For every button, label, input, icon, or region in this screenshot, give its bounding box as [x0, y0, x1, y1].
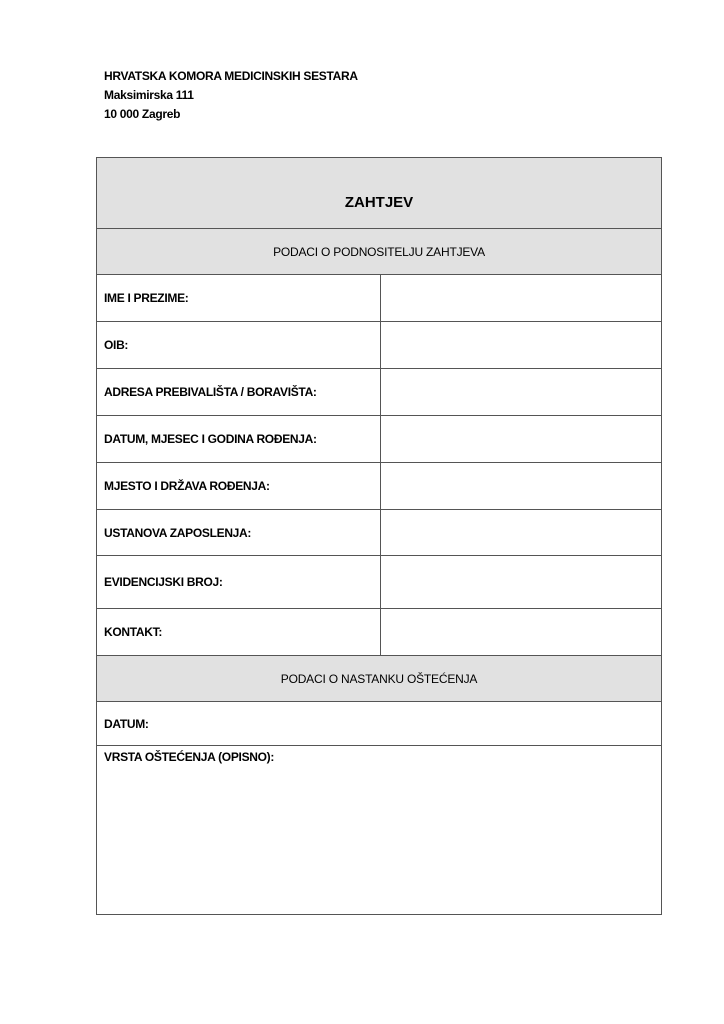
institution-header [104, 67, 358, 124]
field-row-birthdate [97, 416, 661, 463]
field-input-birthplace[interactable] [381, 463, 661, 509]
form-title: ZAHTJEV [97, 158, 661, 229]
field-input-registration-number[interactable] [381, 556, 661, 608]
field-input-employer[interactable] [381, 510, 661, 555]
field-label-birthplace: MJESTO I DRŽAVA ROĐENJA: [104, 479, 270, 493]
field-row-oib [97, 322, 661, 369]
field-area-damage-description[interactable] [97, 746, 661, 914]
field-label-contact: KONTAKT: [104, 625, 163, 639]
field-label-registration-number: EVIDENCIJSKI BROJ: [104, 575, 223, 589]
institution-street: Maksimirska 111 [104, 88, 194, 102]
field-label-name: IME I PREZIME: [104, 291, 189, 305]
field-label-address: ADRESA PREBIVALIŠTA / BORAVIŠTA: [104, 385, 317, 399]
institution-city: 10 000 Zagreb [104, 107, 181, 121]
request-form [96, 157, 662, 915]
field-row-damage-date[interactable] [97, 702, 661, 746]
field-label-birthdate: DATUM, MJESEC I GODINA ROĐENJA: [104, 432, 317, 446]
field-input-contact[interactable] [381, 609, 661, 655]
field-input-birthdate[interactable] [381, 416, 661, 462]
field-label-oib: OIB: [104, 338, 129, 352]
field-row-name [97, 275, 661, 322]
field-label-employer: USTANOVA ZAPOSLENJA: [104, 525, 252, 540]
field-label-damage-description: VRSTA OŠTEĆENJA (OPISNO): [104, 750, 275, 764]
field-row-birthplace [97, 463, 661, 510]
field-label-damage-date: DATUM: [104, 716, 149, 731]
field-row-address [97, 369, 661, 416]
institution-name: HRVATSKA KOMORA MEDICINSKIH SESTARA [104, 69, 358, 83]
field-row-registration-number [97, 556, 661, 609]
section-damage-header: PODACI O NASTANKU OŠTEĆENJA [97, 656, 661, 702]
section-applicant-header: PODACI O PODNOSITELJU ZAHTJEVA [97, 229, 661, 275]
field-row-contact [97, 609, 661, 656]
field-input-address[interactable] [381, 369, 661, 415]
field-row-employer [97, 510, 661, 556]
field-input-oib[interactable] [381, 322, 661, 368]
field-input-name[interactable] [381, 275, 661, 321]
